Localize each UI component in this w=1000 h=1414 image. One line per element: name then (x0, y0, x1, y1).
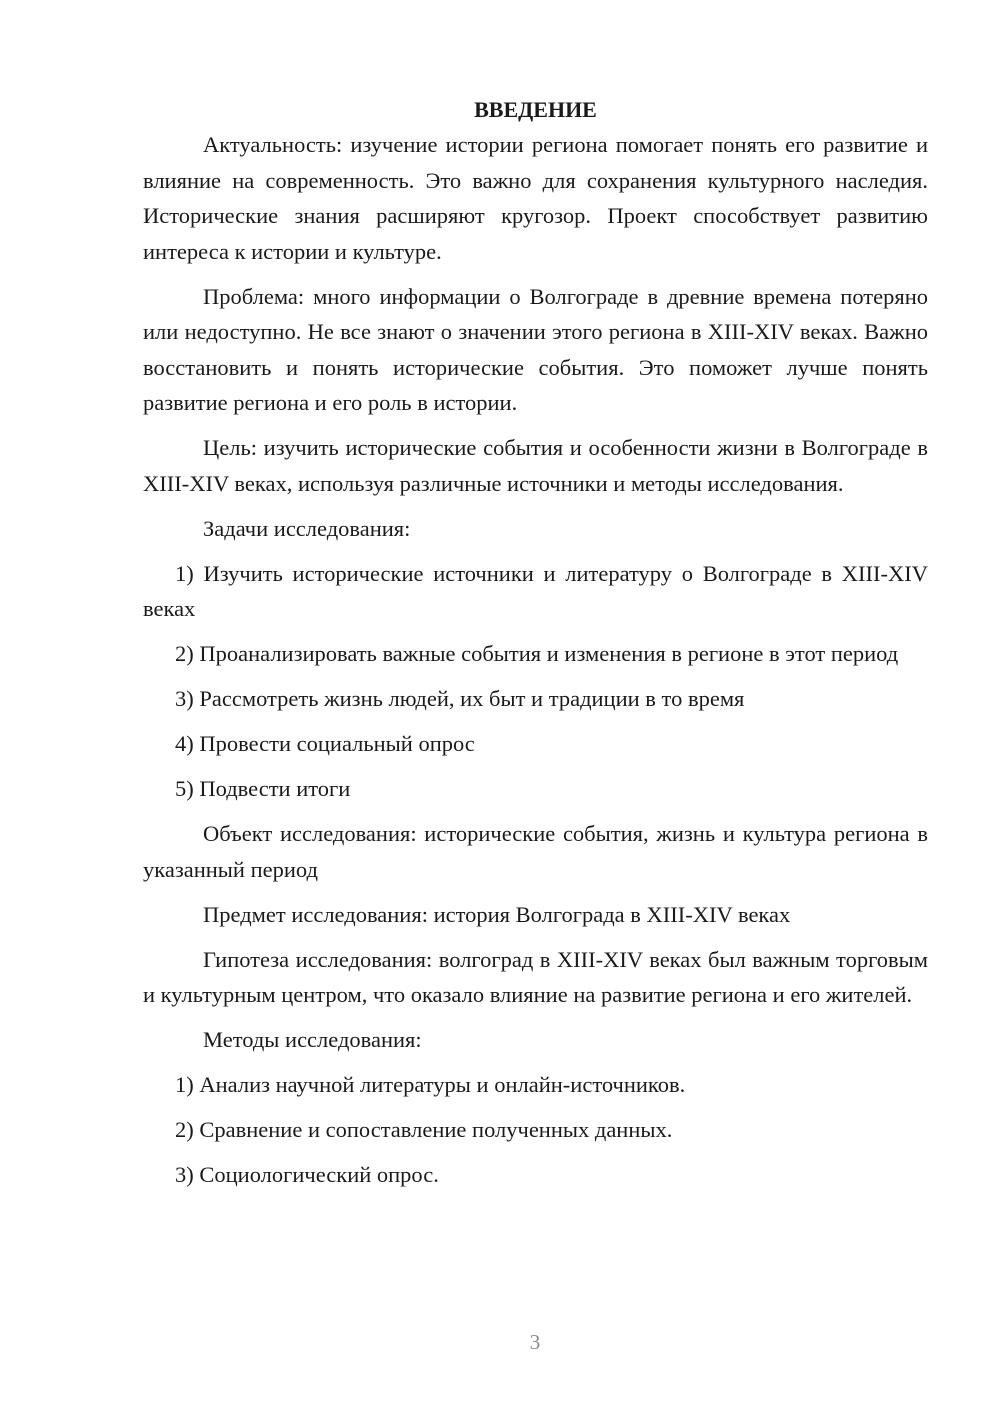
task-item-3: 3) Рассмотреть жизнь людей, их быт и традиции в то время (175, 686, 745, 711)
document-page (143, 92, 928, 1202)
task-item-1: 1) Изучить исторические источники и литературу о Волгограде в XIII-XIV веках (143, 560, 928, 621)
task-item-2: 2) Проанализировать важные события и изменения в регионе в этот период (175, 641, 899, 666)
paragraph-hypothesis: Гипотеза исследования: волгоград в XIII-XIV веках был важным торговым и культурным центром, что оказало влияние на развитие региона и его жителей. (143, 946, 928, 1007)
task-item-4: 4) Провести социальный опрос (175, 731, 475, 756)
page-number: 3 (529, 1330, 541, 1354)
task-item-5: 5) Подвести итоги (175, 776, 351, 801)
paragraph-subject: Предмет исследования: история Волгограда в XIII-XIV веках (203, 901, 791, 927)
method-item-2: 2) Сравнение и сопоставление полученных данных. (175, 1117, 673, 1142)
tasks-heading: Задачи исследования: (203, 515, 411, 541)
paragraph-problem: Проблема: много информации о Волгограде в древние времена потеряно или недоступно. Не все знают о значении этого региона в XIII-XIV веках. Важно восстановить и понять исторические события. Это поможет лучше понять развитие региона и его роль в истории. (143, 283, 928, 415)
method-item-3: 3) Социологический опрос. (175, 1162, 439, 1187)
paragraph-relevance: Актуальность: изучение истории региона помогает понять его развитие и влияние на современность. Это важно для сохранения культурного наследия. Исторические знания расширяют кругозор. Проект способствует развитию интереса к истории и культуре. (143, 132, 928, 264)
section-title: ВВЕДЕНИЕ (474, 97, 597, 122)
paragraph-object: Объект исследования: исторические события, жизнь и культура региона в указанный период (143, 821, 928, 882)
paragraph-goal: Цель: изучить исторические события и особенности жизни в Волгограде в XIII-XIV веках, используя различные источники и методы исследования. (143, 435, 928, 496)
method-item-1: 1) Анализ научной литературы и онлайн-источников. (175, 1072, 686, 1097)
methods-heading: Методы исследования: (203, 1027, 422, 1052)
